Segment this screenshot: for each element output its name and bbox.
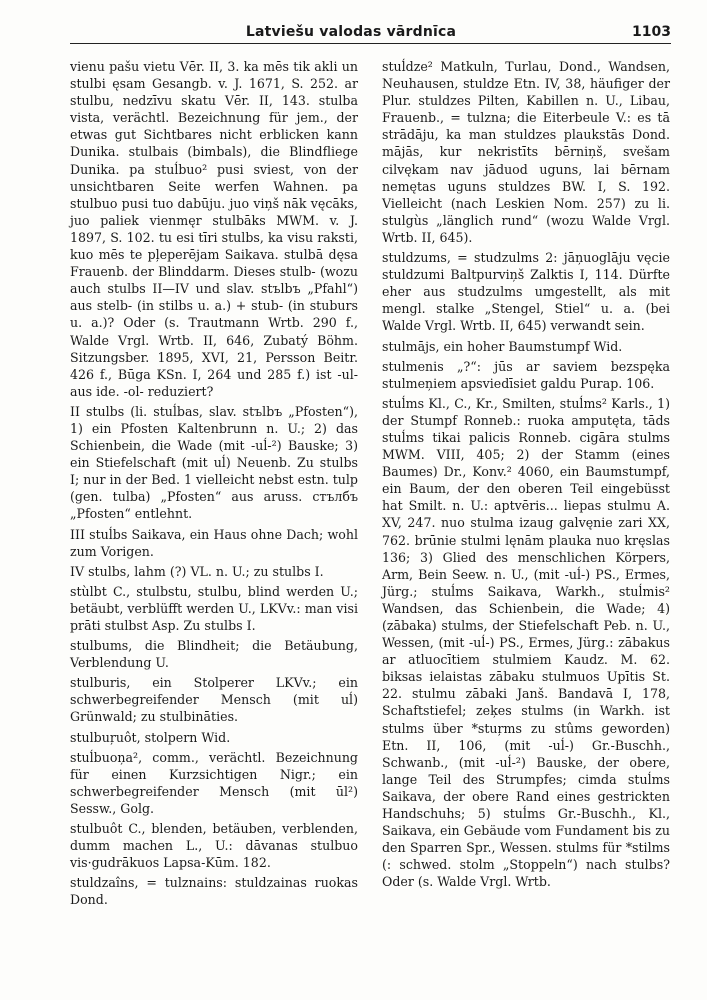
- dictionary-entry: III stuĺbs Saikava, ein Haus ohne Dach; wohl zum Vorigen.: [70, 526, 358, 559]
- dictionary-entry: stuĺdze² Matkuln, Turlau, Dond., Wandsen, Neuhausen, stuldze Etn. IV, 38, häufiger der Plur. stuldzes Pilten, Kabillen n. U., Libau, Frauenb., = tulzna; die Eiterbeule V.: es tā strādāju, ka man stuldzes plaukstās Dond. mājās, kur nekristīts bērniņš, svešam cilvękam nav jāduod uguns, lai bērnam nemętas uguns stuldzes BW. I, S. 192. Vielleicht (nach Leskien Nom. 257) zu li. stulgùs „länglich rund“ (wozu Walde Vrgl. Wrtb. II, 645).: [382, 59, 670, 245]
- dictionary-entry: stulbuôt C., blenden, betäuben, verblenden, dumm machen L., U.: dāvanas stulbuo vis·gudrākuos Lapsa-Kūm. 182.: [70, 821, 358, 871]
- dictionary-entry: stuĺbuoņa², comm., verächtl. Bezeichnung für einen Kurzsichtigen Nigr.; ein schwerbegreifender Mensch (mit ūl²) Sessw., Golg.: [70, 749, 358, 816]
- dictionary-entry: stùlbt C., stulbstu, stulbu, blind werden U.; betäubt, verblüfft werden U., LKVv.: man visi prāti stulbst Asp. Zu stulbs I.: [70, 583, 358, 633]
- text-columns: [70, 58, 671, 912]
- dictionary-entry: stulburis, ein Stolperer LKVv.; ein schwerbegreifender Mensch (mit uĺ) Grünwald; zu stulbināties.: [70, 675, 358, 725]
- left-column: [70, 58, 358, 912]
- dictionary-entry: vienu pašu vietu Vēr. II, 3. ka mēs tik akli un stulbi ęsam Gesangb. v. J. 1671, S. 252. ar stulbu, nedzīvu skatu Vēr. II, 143. stulba vista, verächtl. Bezeichnung für jem., der etwas gut Sichtbares nicht erblicken kann Dunika. stulbais (bimbals), die Blindfliege Dunika. pa stuĺbuo² pusi sviest, von der unsichtbaren Seite werfen Wahnen. pa stulbuo pusi tuo dabūju. juo viņš nāk vęcāks, juo paliek vienmęr stulbāks MWM. v. J. 1897, S. 102. tu esi tīri stulbs, ka visu raksti, kuo mēs te pļeperējam Saikava. stulbā dęsa Frauenb. der Blinddarm. Dieses stulb- (wozu auch stulbs II—IV und slav. stъlbъ „Pfahl“) aus stelb- (in stilbs u. a.) + stub- (in stuburs u. a.)? Oder (s. Trautmann Wrtb. 290 f., Walde Vrgl. Wrtb. II, 646, Zubatý Böhm. Sitzungsber. 1895, XVI, 21, Persson Beitr. 426 f., Būga KSn. I, 264 und 285 f.) ist -ul- aus ide. -ol- reduziert?: [70, 59, 358, 399]
- dictionary-entry: stuĺms Kl., C., Kr., Smilten, stuĺms² Karls., 1) der Stumpf Ronneb.: ruoka amputęta, tāds stuĺms tikai palicis Ronneb. cigāra stulms MWM. VIII, 405; 2) der Stamm (eines Baumes) Dr., Konv.² 4060, ein Baumstumpf, ein Baum, der den oberen Teil eingebüsst hat Smilt. n. U.: aptvēris... liepas stulmu A. XV, 247. nuo stulma izaug galvęnie zari XX, 762. brūnie stulmi lęnām plauka nuo kręslas 136; 3) Glied des menschlichen Körpers, Arm, Bein Seew. n. U., (mit -uĺ-) PS., Ermes, Jürg.; stuĺms Saikava, Warkh., stuĺmis² Wandsen, das Schienbein, die Wade; 4) (zābaka) stulms, der Stiefelschaft Peb. n. U., Wessen, (mit -uĺ-) PS., Ermes, Jürg.: zābakus ar atluocītiem stulmiem Kaudz. M. 62. biksas ielaistas zābaku stulmuos Upītis St. 22. stulmu zābaki Janš. Bandavā I, 178, Schaftstiefel; zeķes stulms (in Warkh. ist stulms über *stuŗms zu stûms geworden) Etn. II, 106, (mit -uĺ-) Gr.-Buschh., Schwanb., (mit -uĺ-²) Bauske, der obere, lange Teil des Strumpfes; cimda stuĺms Saikava, der obere Rand eines gestrickten Handschuhs; 5) stuĺms Gr.-Buschh., Kl., Saikava, ein Gebäude vom Fundament bis zu den Sparren Spr., Wessen. stulms für *stilms (: schwed. stolm „Stoppeln“) nach stulbs? Oder (s. Walde Vrgl. Wrtb.: [382, 395, 670, 890]
- page-header: [70, 0, 671, 44]
- dictionary-entry: II stulbs (li. stuĺbas, slav. stъlbъ „Pfosten“), 1) ein Pfosten Kaltenbrunn n. U.; 2) das Schienbein, die Wade (mit -uĺ-²) Bauske; 3) ein Stiefelschaft (mit uĺ) Neuenb. Zu stulbs I; nur in der Bed. 1 vielleicht nebst estn. tulp (gen. tulba) „Pfosten“ aus aruss. стълбъ „Pfosten“ entlehnt.: [70, 403, 358, 522]
- page-title: Latviešu valodas vārdnīca: [245, 24, 457, 40]
- dictionary-entry: IV stulbs, lahm (?) VL. n. U.; zu stulbs I.: [70, 563, 324, 579]
- page-number: 1103: [632, 24, 671, 40]
- dictionary-entry: stulbuŗuôt, stolpern Wid.: [70, 729, 231, 745]
- dictionary-entry: stulmenis „?“: jūs ar saviem bezspęka stulmeņiem apsviedīsiet galdu Purap. 106.: [382, 358, 670, 391]
- dictionary-entry: stuldzums, = studzulms 2: jāņuoglāju vęcie stuldzumi Baltpurviņš Zalktis I, 114. Dürfte eher aus studzulms umgestellt, als mit mengl. stalke „Stengel, Stiel“ u. a. (bei Walde Vrgl. Wrtb. II, 645) verwandt sein.: [382, 250, 670, 334]
- dictionary-entry: stulmājs, ein hoher Baumstumpf Wid.: [382, 338, 623, 354]
- right-column: [382, 58, 670, 912]
- dictionary-entry: stulbums, die Blindheit; die Betäubung, Verblendung U.: [70, 638, 358, 671]
- dictionary-entry: stuldzaîns, = tulznains: stuldzainas ruokas Dond.: [70, 875, 358, 908]
